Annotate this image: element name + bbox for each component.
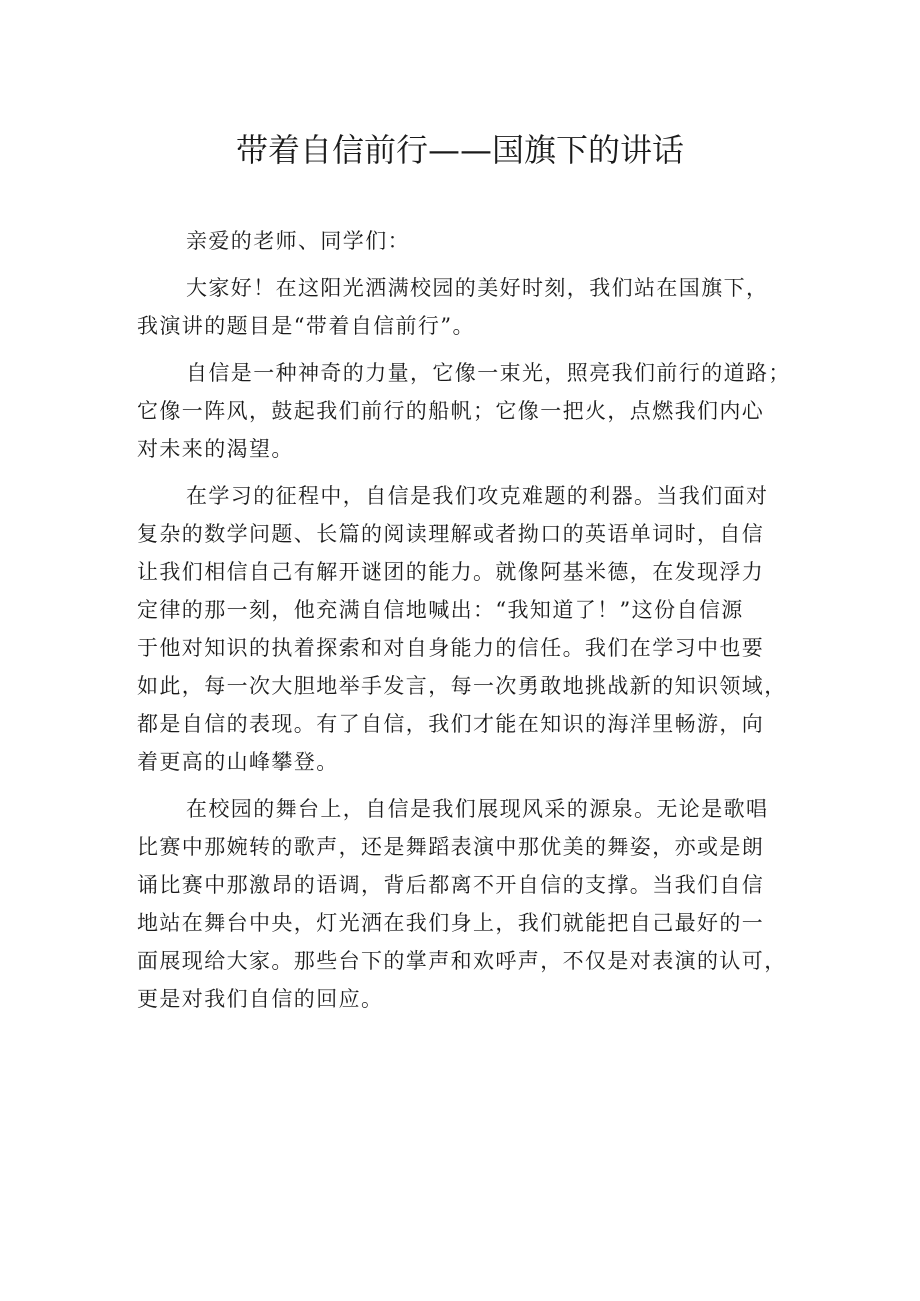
text-line: 如此，每一次大胆地举手发言，每一次勇敢地挑战新的知识领域，: [137, 674, 787, 698]
text-line: 面展现给大家。那些台下的掌声和欢呼声，不仅是对表演的认可，: [137, 949, 787, 973]
study-paragraph: [137, 477, 797, 781]
text-line: 地站在舞台中央，灯光洒在我们身上，我们就能把自己最好的一: [137, 911, 765, 935]
text-line: 更是对我们自信的回应。: [137, 987, 384, 1011]
salutation-paragraph: [137, 222, 797, 260]
text-line: 大家好！在这阳光洒满校园的美好时刻，我们站在国旗下，: [186, 276, 769, 300]
text-line: 于他对知识的执着探索和对自身能力的信任。我们在学习中也要: [137, 636, 765, 660]
text-line: 比赛中那婉转的歌声，还是舞蹈表演中那优美的舞姿，亦或是朗: [137, 835, 765, 859]
text-line: 自信是一种神奇的力量，它像一束光，照亮我们前行的道路；: [186, 361, 791, 385]
text-line: 亲爱的老师、同学们：: [186, 229, 410, 253]
text-line: 我演讲的题目是“带着自信前行”。: [137, 314, 475, 338]
stage-paragraph: [137, 790, 797, 1018]
document-title: 带着自信前行——国旗下的讲话: [235, 131, 684, 169]
text-line: 让我们相信自己有解开谜团的能力。就像阿基米德，在发现浮力: [137, 560, 765, 584]
text-line: 在学习的征程中，自信是我们攻克难题的利器。当我们面对: [186, 484, 769, 508]
document-body: [137, 222, 797, 1018]
text-line: 都是自信的表现。有了自信，我们才能在知识的海洋里畅游，向: [137, 712, 765, 736]
greeting-paragraph: [137, 269, 797, 345]
confidence-intro-paragraph: [137, 354, 797, 468]
text-line: 复杂的数学问题、长篇的阅读理解或者拗口的英语单词时，自信: [137, 522, 765, 546]
text-line: 着更高的山峰攀登。: [137, 750, 339, 774]
text-line: 对未来的渴望。: [137, 437, 294, 461]
text-line: 定律的那一刻，他充满自信地喊出：“我知道了！”这份自信源: [137, 598, 744, 622]
text-line: 在校园的舞台上，自信是我们展现风采的源泉。无论是歌唱: [186, 797, 769, 821]
text-line: 诵比赛中那激昂的语调，背后都离不开自信的支撑。当我们自信: [137, 873, 765, 897]
text-line: 它像一阵风，鼓起我们前行的船帆；它像一把火，点燃我们内心: [137, 399, 765, 423]
